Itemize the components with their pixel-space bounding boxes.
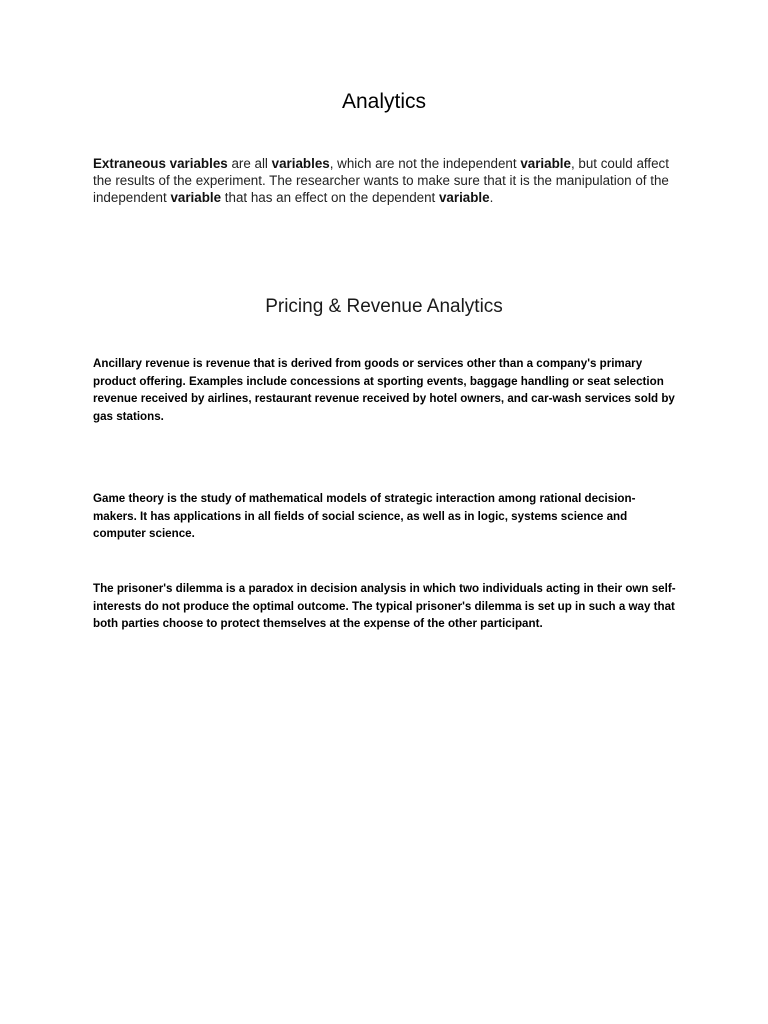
intro-bold-term: variable: [438, 190, 490, 205]
section-subtitle: Pricing & Revenue Analytics: [265, 296, 503, 317]
intro-text: , which are not the independent: [329, 156, 521, 171]
intro-bold-term: Extraneous variables: [93, 156, 228, 171]
ancillary-revenue-paragraph: Ancillary revenue is revenue that is derived from goods or services other than a company's primary product offering. Examples include concessions at sporting events, baggage handling or seat selection revenue received by airlines, restaurant revenue received by hotel owners, and car-wash services sold by gas stations.: [93, 357, 675, 423]
prisoners-dilemma-paragraph: The prisoner's dilemma is a paradox in decision analysis in which two individuals acting in their own self-interests do not produce the optimal outcome. The typical prisoner's dilemma is set up in such a way that both parties choose to protect themselves at the expense of the other participant.: [93, 582, 676, 630]
intro-text: , but could affect the results of the experiment. The researcher wants to make sure that it is the manipulation of the independent: [93, 156, 669, 205]
intro-text: are all: [227, 156, 272, 171]
intro-bold-term: variable: [520, 156, 571, 171]
document-title: Analytics: [341, 90, 427, 113]
intro-bold-term: variables: [271, 156, 330, 171]
intro-text: that has an effect on the dependent: [221, 190, 439, 205]
intro-text: .: [489, 190, 494, 205]
game-theory-paragraph: Game theory is the study of mathematical models of strategic interaction among rational decision-makers. It has applications in all fields of social science, as well as in logic, systems science and computer science.: [93, 492, 636, 540]
intro-paragraph: [93, 155, 678, 206]
intro-bold-term: variable: [170, 190, 222, 205]
